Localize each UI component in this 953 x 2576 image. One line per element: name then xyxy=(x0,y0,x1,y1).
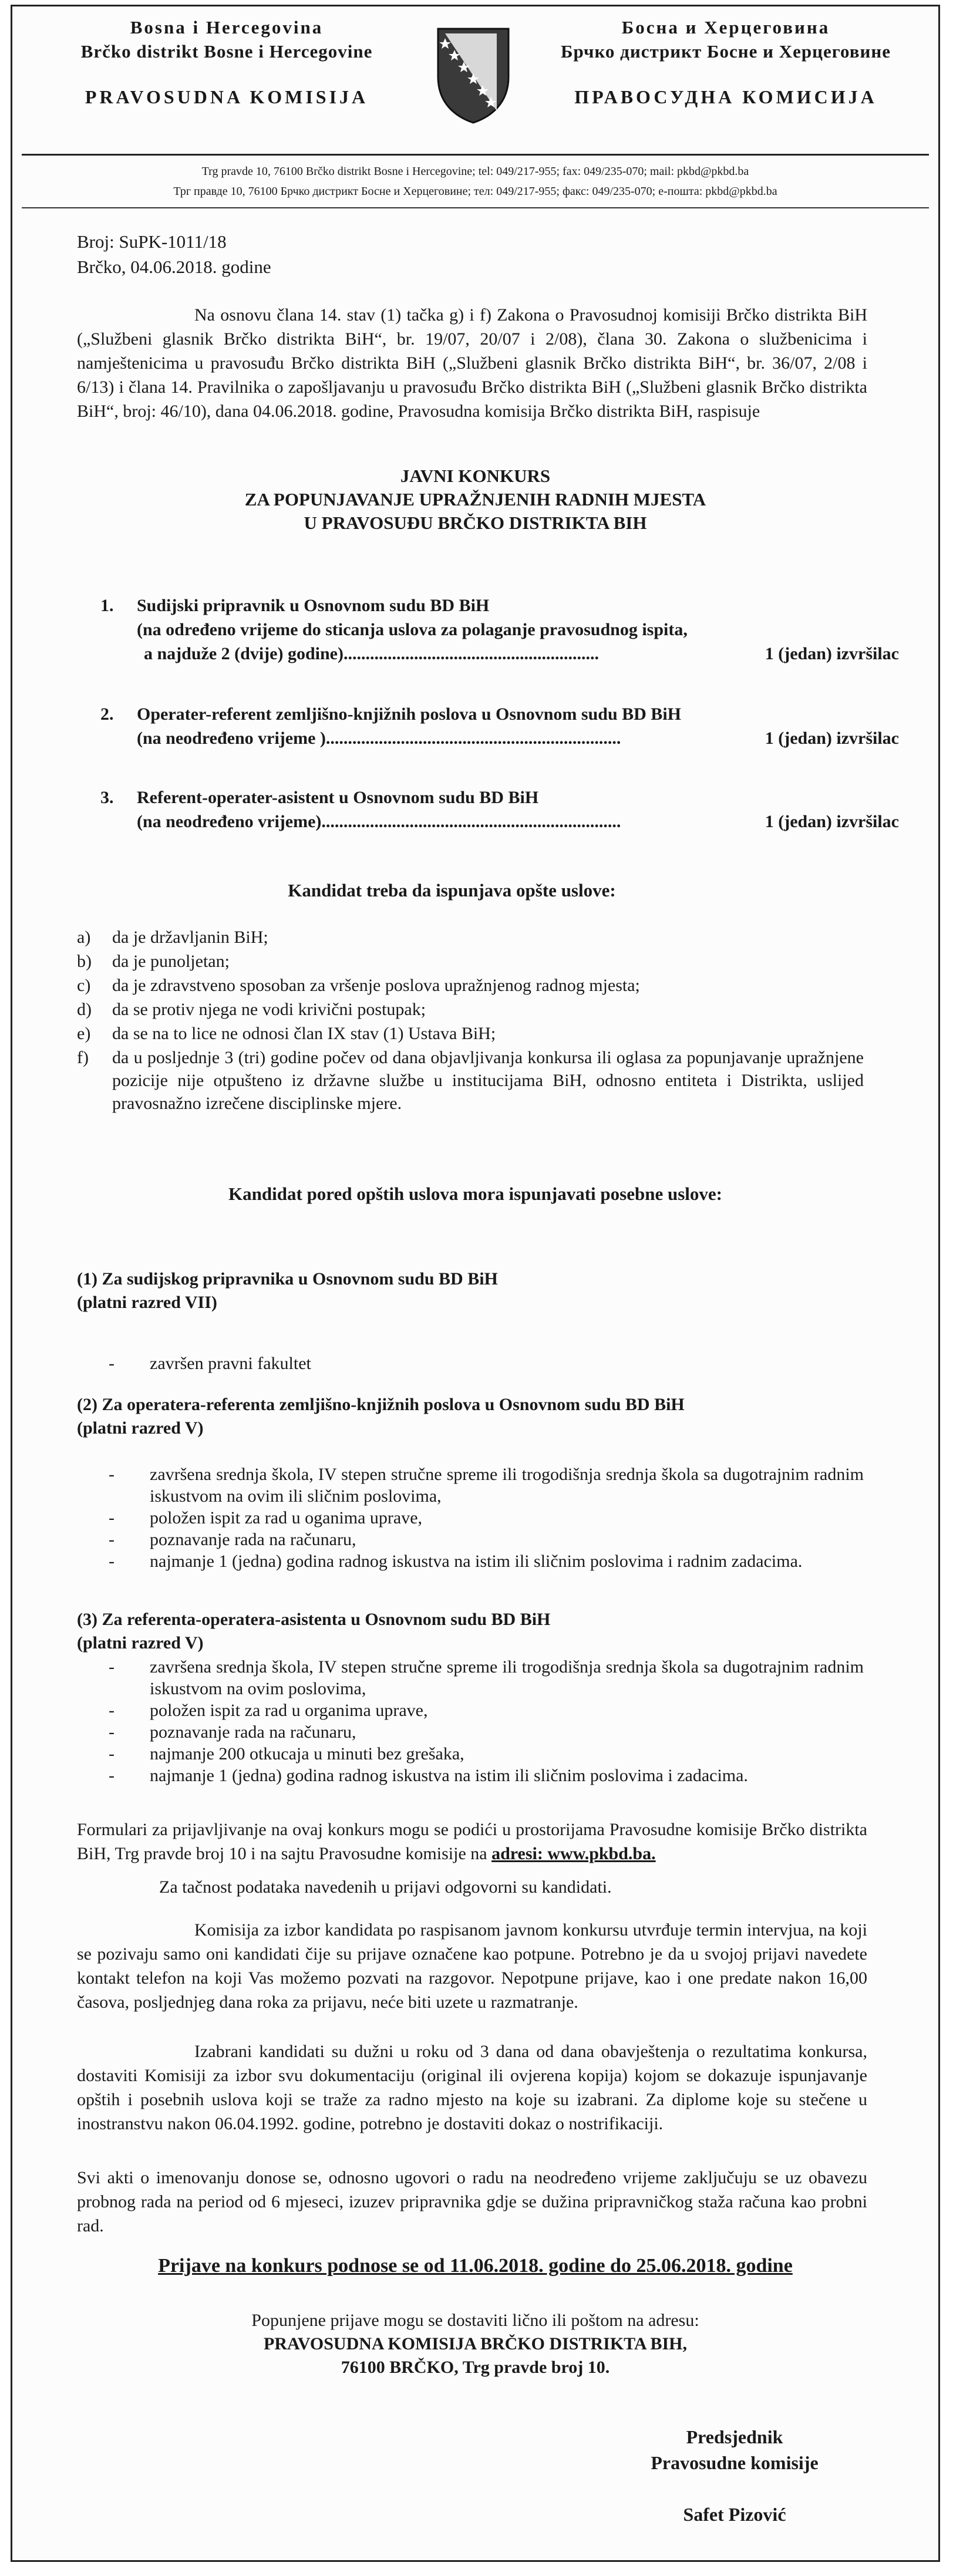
list-item xyxy=(77,1046,864,1115)
signature-block xyxy=(605,2424,864,2527)
address-latin: Trg pravde 10, 76100 Brčko distrikt Bosne i Hercegovine; tel: 049/217-955; fax: 049/235-070; mail: pkbd@pkbd.ba xyxy=(201,165,749,178)
position-term-continued: a najduže 2 (dvije) godine).......................................................... xyxy=(144,644,599,663)
letterhead xyxy=(12,6,938,159)
list-text: položen ispit za rad u organima uprave, xyxy=(150,1701,428,1720)
document-page xyxy=(11,5,940,2562)
special-group-title: (1) Za sudijskog pripravnika u Osnovnom sudu BD BiH xyxy=(77,1269,498,1289)
special-group-heading xyxy=(77,1267,498,1314)
list-item xyxy=(100,1464,864,1507)
list-marker: a) xyxy=(77,928,91,947)
submission-recipient: PRAVOSUDNA KOMISIJA BRČKO DISTRIKTA BIH, xyxy=(264,2334,687,2354)
position-term: (na neodređeno vrijeme).................................................................... xyxy=(137,812,621,831)
dash-bullet: - xyxy=(109,1744,115,1764)
submission-street: 76100 BRČKO, Trg pravde broj 10. xyxy=(341,2358,610,2377)
country-name-cyrillic: Босна и Херцеговина xyxy=(621,17,830,38)
general-conditions-list xyxy=(77,926,864,1116)
special-group-heading xyxy=(77,1608,550,1655)
special-group-2-list xyxy=(100,1464,864,1572)
dash-bullet: - xyxy=(109,1465,115,1484)
address-divider xyxy=(22,207,929,208)
list-text: da se protiv njega ne vodi krivični postupak; xyxy=(112,1000,426,1019)
notice-title-line: JAVNI KONKURS xyxy=(400,466,551,486)
position-item-1 xyxy=(100,594,899,666)
signatory-name: Safet Pizović xyxy=(683,2504,786,2525)
dash-bullet: - xyxy=(109,1354,115,1373)
application-deadline: Prijave na konkurs podnose se od 11.06.2018. godine do 25.06.2018. godine xyxy=(158,2255,793,2277)
reference-date: Brčko, 04.06.2018. godine xyxy=(77,257,271,277)
list-item xyxy=(100,1721,864,1743)
list-text: završena srednja škola, IV stepen stručne spreme ili trogodišnja srednja škola sa dugotrajnim radnim iskustvom na ovim ili sličnim poslovima, xyxy=(150,1465,864,1506)
position-title: Operater-referent zemljišno-knjižnih poslova u Osnovnom sudu BD BiH xyxy=(137,704,681,724)
special-group-3-list xyxy=(100,1656,864,1786)
accuracy-paragraph: Za tačnost podataka navedenih u prijavi odgovorni su kandidati. xyxy=(159,1877,612,1897)
special-group-heading xyxy=(77,1393,685,1440)
list-text: poznavanje rada na računaru, xyxy=(150,1530,356,1549)
documents-paragraph: Izabrani kandidati su dužni u roku od 3 dana od dana obavještenja o rezultatima konkursa, dostaviti Komisiji za izbor svu dokumentaciju (original ili ovjerena kopija) kojom se dokazuje ispunjavanje opštih i posebnih uslova koji se traže za radno mjesto na koje su izabrani. Za diplome koje su stečene u inostranstvu nakon 06.04.1992. godine, potrebno je dostaviti dokaz o nostrifikaciji. xyxy=(77,2042,867,2133)
commission-name-latin: PRAVOSUDNA KOMISIJA xyxy=(85,86,369,107)
dash-bullet: - xyxy=(109,1530,115,1549)
list-text: najmanje 200 otkucaja u minuti bez grešaka, xyxy=(150,1744,464,1764)
position-term: (na određeno vrijeme do sticanja uslova za polaganje pravosudnog ispita, xyxy=(137,620,688,639)
letterhead-divider xyxy=(22,154,929,156)
list-text: najmanje 1 (jedna) godina radnog iskustva na istim ili sličnim poslovima i zadacima. xyxy=(150,1766,748,1785)
list-text: položen ispit za rad u oganima uprave, xyxy=(150,1508,423,1528)
district-name-latin: Brčko distrikt Bosne i Hercegovine xyxy=(80,41,373,62)
list-text: da je državljanin BiH; xyxy=(112,928,268,947)
list-marker: f) xyxy=(77,1048,89,1067)
list-item xyxy=(77,950,864,973)
list-item xyxy=(77,974,864,997)
special-group-1-list xyxy=(100,1353,864,1374)
special-conditions-heading: Kandidat pored opštih uslova mora ispunjavati posebne uslove: xyxy=(228,1184,722,1204)
intro-paragraph: Na osnovu člana 14. stav (1) tačka g) i f) Zakona o Pravosudnoj komisiji Brčko distrikta BiH („Službeni glasnik Brčko distrikta BiH“, br. 19/07, 20/07 i 2/08), člana 30. Zakona o službenicima i namještenicima u pravosuđu Brčko distrikta BiH („Službeni glasnik Brčko distrikta BiH“, br. 36/07, 2/08 i 6/13) i člana 14. Pravilnika o zapošljavanju u pravosuđu Brčko distrikta BiH („Službeni glasnik Brčko distrikta BiH“, broj: 46/10), dana 04.06.2018. godine, Pravosudna komisija Brčko distrikta BiH, raspisuje xyxy=(77,305,867,421)
position-title: Sudijski pripravnik u Osnovnom sudu BD BiH xyxy=(137,596,490,615)
list-marker: c) xyxy=(77,976,91,995)
forms-text: Formulari za prijavljivanje na ovaj konkurs mogu se podići u prostorijama Pravosudne komisije Brčko distrikta BiH, Trg pravde broj 10 i na sajtu Pravosudne komisije na xyxy=(77,1820,867,1863)
website-link[interactable]: adresi: www.pkbd.ba. xyxy=(491,1844,656,1863)
notice-title xyxy=(12,464,938,535)
submission-instruction: Popunjene prijave mogu se dostaviti lično ili poštom na adresu: xyxy=(251,2311,699,2330)
list-item xyxy=(100,1550,864,1572)
list-text: da je punoljetan; xyxy=(112,952,230,971)
position-item-3 xyxy=(100,785,899,834)
list-text: najmanje 1 (jedna) godina radnog iskustva na istim ili sličnim poslovima i radnim zadacima. xyxy=(150,1552,803,1571)
dash-bullet: - xyxy=(109,1701,115,1720)
dash-bullet: - xyxy=(109,1722,115,1742)
address-cyrillic: Трг правде 10, 76100 Брчко дистрикт Босне и Херцеговине; тел: 049/217-955; факс: 049/235-070; е-пошта: pkbd@pkbd.ba xyxy=(173,185,777,198)
district-name-cyrillic: Брчко дистрикт Босне и Херцеговине xyxy=(561,41,891,62)
list-text: završena srednja škola, IV stepen stručne spreme ili trogodišnja srednja škola sa dugotrajnim radnim iskustvom na ovim poslovima, xyxy=(150,1657,864,1698)
list-item xyxy=(100,1529,864,1550)
position-item-2 xyxy=(100,702,899,750)
special-group-grade: (platni razred V) xyxy=(77,1633,204,1653)
position-title: Referent-operater-asistent u Osnovnom sudu BD BiH xyxy=(137,788,539,807)
position-number: 3. xyxy=(100,788,114,807)
position-count: 1 (jedan) izvršilac xyxy=(765,644,899,663)
country-name-latin: Bosna i Hercegovina xyxy=(130,17,324,38)
list-text: da se na to lice ne odnosi član IX stav (1) Ustava BiH; xyxy=(112,1024,496,1043)
list-item xyxy=(100,1765,864,1786)
coat-of-arms-icon xyxy=(432,24,514,125)
notice-title-line: ZA POPUNJAVANJE UPRAŽNJENIH RADNIH MJESTA xyxy=(244,489,706,510)
general-conditions-heading: Kandidat treba da ispunjava opšte uslove: xyxy=(288,880,616,901)
dash-bullet: - xyxy=(109,1657,115,1677)
position-number: 2. xyxy=(100,704,114,724)
special-group-title: (2) Za operatera-referenta zemljišno-knjižnih poslova u Osnovnom sudu BD BiH xyxy=(77,1395,685,1414)
position-number: 1. xyxy=(100,596,114,615)
list-marker: d) xyxy=(77,1000,92,1019)
list-marker: e) xyxy=(77,1024,91,1043)
list-item xyxy=(77,1022,864,1045)
list-text: poznavanje rada na računaru, xyxy=(150,1722,356,1742)
forms-paragraph xyxy=(77,1818,867,1866)
commission-name-cyrillic: ПРАВОСУДНА КОМИСИЈА xyxy=(574,86,877,107)
notice-title-line: U PRAVOSUĐU BRČKO DISTRIKTA BIH xyxy=(304,512,647,533)
list-item xyxy=(100,1743,864,1765)
position-term: (na neodređeno vrijeme )................................................................... xyxy=(137,729,621,748)
reference-number: Broj: SuPK-1011/18 xyxy=(77,231,227,252)
list-item xyxy=(77,926,864,949)
list-text: da je zdravstveno sposoban za vršenje poslova upražnjenog radnog mjesta; xyxy=(112,976,640,995)
signatory-title: Predsjednik xyxy=(686,2426,783,2447)
special-group-title: (3) Za referenta-operatera-asistenta u Osnovnom sudu BD BiH xyxy=(77,1610,551,1629)
position-count: 1 (jedan) izvršilac xyxy=(765,729,899,748)
dash-bullet: - xyxy=(109,1508,115,1528)
list-item xyxy=(100,1353,864,1374)
list-text: da u posljednje 3 (tri) godine počev od dana objavljivanja konkursa ili oglasa za popunjavanje upražnjene pozicije nije otpušteno iz državne službe u institucijama BiH, odnosno entiteta i Distrikta, uslijed pravosnažno izrečene disciplinske mjere. xyxy=(112,1048,864,1113)
list-item xyxy=(100,1656,864,1700)
special-group-grade: (platni razred VII) xyxy=(77,1293,217,1312)
list-item xyxy=(77,998,864,1021)
list-item xyxy=(100,1700,864,1721)
dash-bullet: - xyxy=(109,1766,115,1785)
list-text: završen pravni fakultet xyxy=(150,1354,311,1373)
letterhead-cyrillic xyxy=(523,16,928,110)
interview-paragraph: Komisija za izbor kandidata po raspisanom javnom konkursu utvrđuje termin intervjua, na koji se pozivaju samo oni kandidati čije su prijave označene kao potpune. Potrebno je da u svojoj prijavi navedete kontakt telefon na koji Vas možemo pozvati na razgovor. Nepotpune prijave, kao i one predate nakon 16,00 časova, posljednjeg dana roka za prijavu, neće biti uzete u razmatranje. xyxy=(77,1920,867,2012)
list-item xyxy=(100,1507,864,1529)
dash-bullet: - xyxy=(109,1552,115,1571)
list-marker: b) xyxy=(77,952,92,971)
position-count: 1 (jedan) izvršilac xyxy=(765,812,899,831)
special-group-grade: (platni razred V) xyxy=(77,1418,204,1438)
signatory-body: Pravosudne komisije xyxy=(651,2452,819,2473)
contract-paragraph: Svi akti o imenovanju donose se, odnosno ugovori o radu na neodređeno vrijeme zaključuju se uz obavezu probnog rada na period od 6 mjeseci, izuzev pripravnika gdje se dužina pripravničkog staža računa kao probni rad. xyxy=(77,2168,867,2236)
submission-address xyxy=(12,2309,938,2379)
letterhead-latin xyxy=(24,16,429,110)
